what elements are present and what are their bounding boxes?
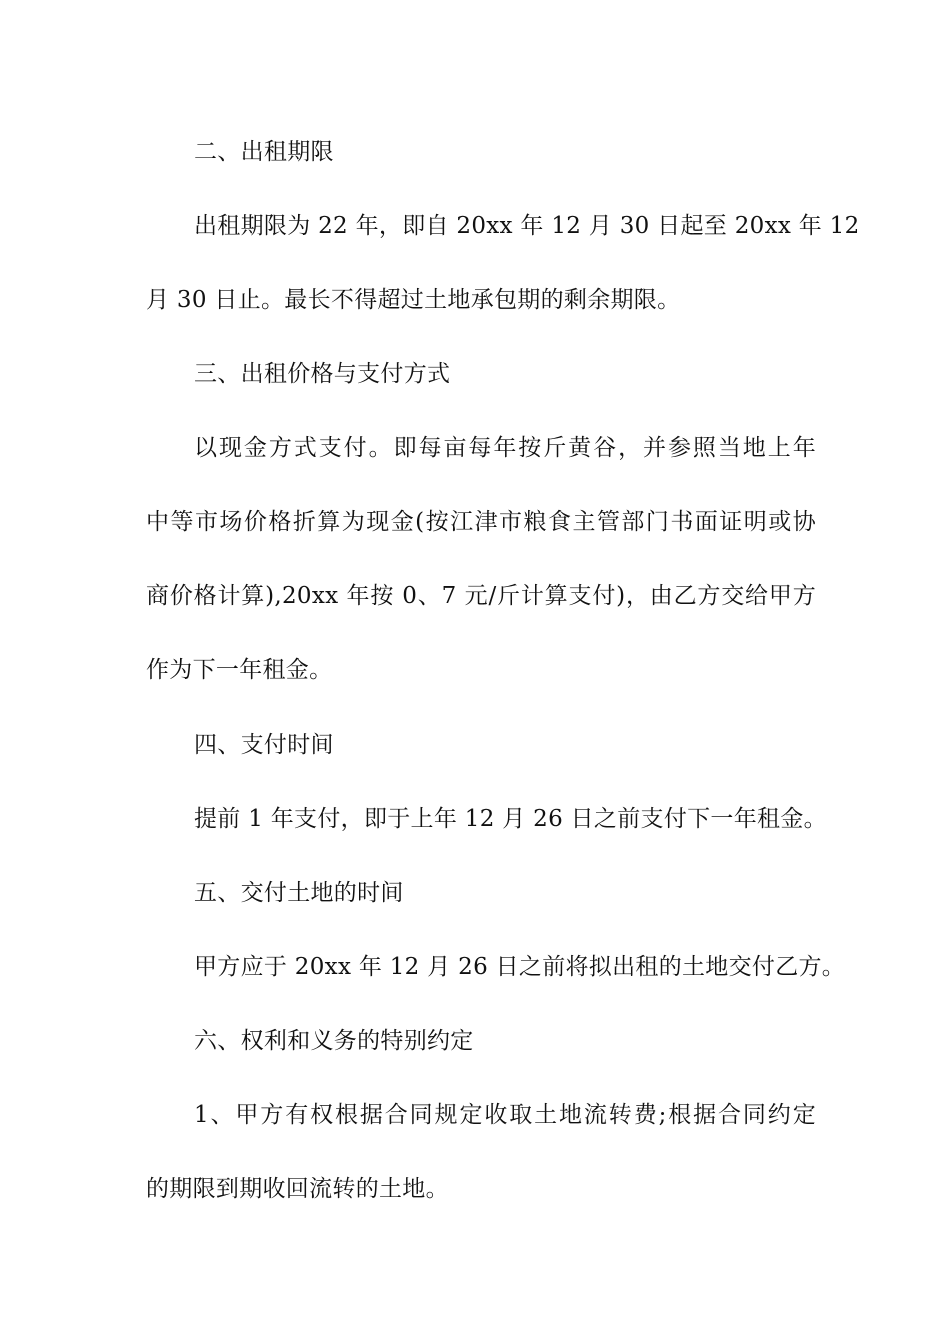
- section-heading-price-payment: 三、出租价格与支付方式: [194, 361, 451, 387]
- section-heading-lease-term: 二、出租期限: [194, 139, 334, 165]
- paragraph-price-line-4: 作为下一年租金。: [146, 657, 333, 683]
- paragraph-price-line-3: 商价格计算),20xx 年按 0、7 元/斤计算支付)，由乙方交给甲方: [146, 583, 816, 609]
- paragraph-rights-line-1: 1、甲方有权根据合同规定收取土地流转费;根据合同约定: [194, 1102, 816, 1128]
- paragraph-rights-line-2: 的期限到期收回流转的土地。: [146, 1176, 449, 1202]
- section-heading-payment-time: 四、支付时间: [194, 732, 334, 758]
- paragraph-land-delivery: 甲方应于 20xx 年 12 月 26 日之前将拟出租的土地交付乙方。: [194, 954, 846, 980]
- section-heading-land-delivery: 五、交付土地的时间: [194, 880, 404, 906]
- paragraph-price-line-2: 中等市场价格折算为现金(按江津市粮食主管部门书面证明或协: [146, 509, 816, 535]
- paragraph-lease-term-line-2: 月 30 日止。最长不得超过土地承包期的剩余期限。: [146, 287, 681, 313]
- section-heading-rights-obligations: 六、权利和义务的特别约定: [194, 1028, 474, 1054]
- paragraph-price-line-1: 以现金方式支付。即每亩每年按斤黄谷，并参照当地上年: [194, 435, 816, 461]
- paragraph-lease-term-line-1: 出租期限为 22 年，即自 20xx 年 12 月 30 日起至 20xx 年 12: [194, 213, 860, 239]
- paragraph-payment-time: 提前 1 年支付，即于上年 12 月 26 日之前支付下一年租金。: [194, 806, 827, 832]
